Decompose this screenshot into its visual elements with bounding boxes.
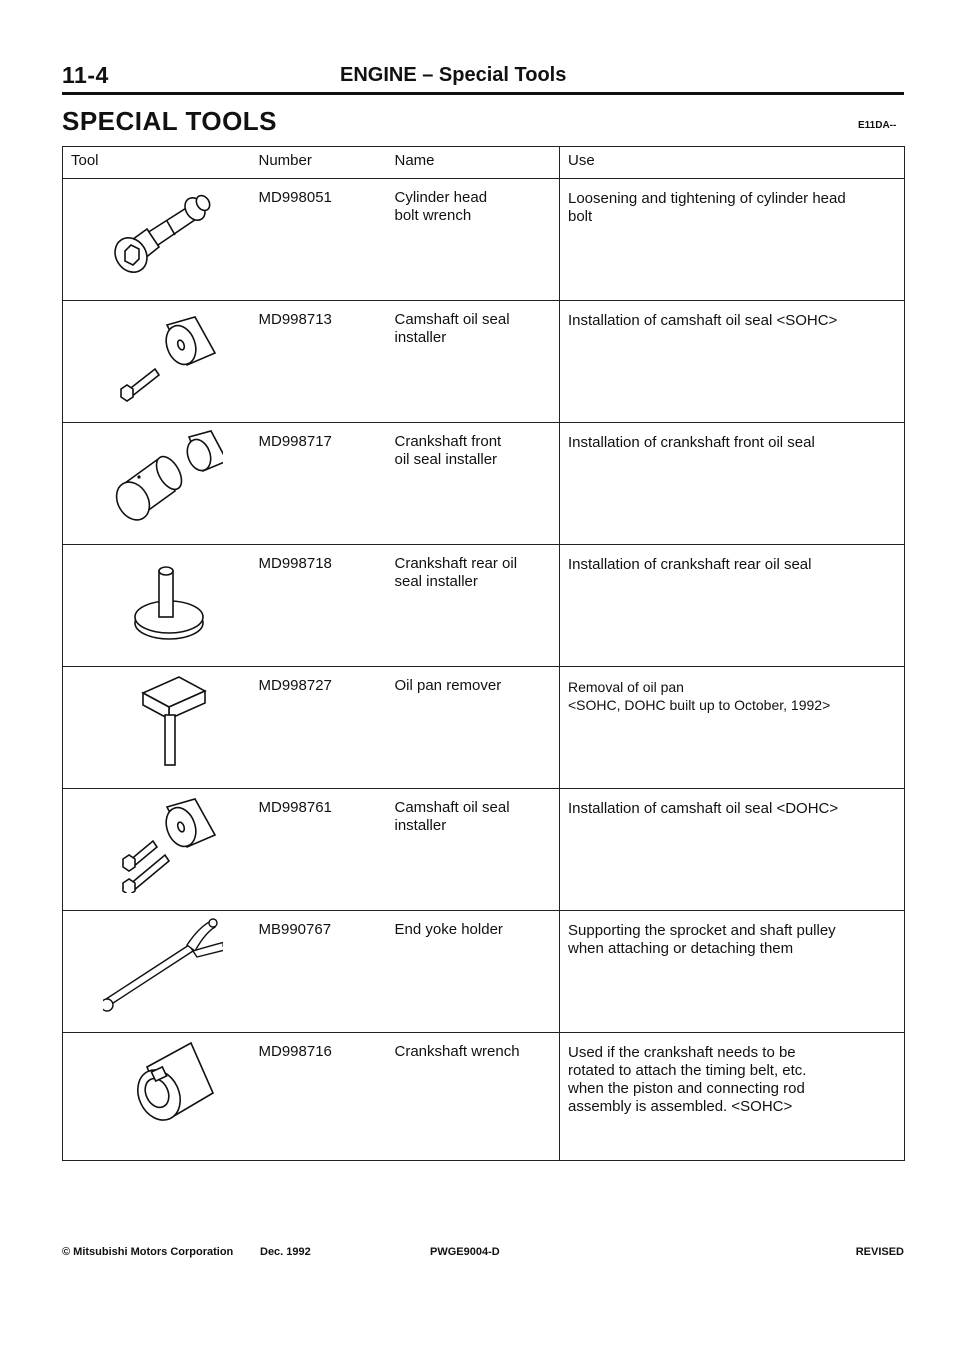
tool-name [395, 667, 560, 789]
tool-illustration-cell [63, 179, 259, 301]
tool-number: MB990767 [259, 911, 395, 1033]
camshaft-oil-seal-installer-dohc-icon [103, 793, 223, 893]
table-row [63, 179, 905, 301]
tool-name [395, 301, 560, 423]
tool-use-line: rotated to attach the timing belt, etc. [568, 1062, 807, 1079]
end-yoke-holder-icon [103, 915, 223, 1015]
tool-use [560, 911, 905, 1033]
section-title: SPECIAL TOOLS [62, 106, 278, 136]
section-code: E11DA-- [858, 120, 897, 131]
tool-name [395, 423, 560, 545]
tool-illustration-cell [63, 423, 259, 545]
special-tools-table [62, 146, 905, 1161]
tool-use-line: Used if the crankshaft needs to be [568, 1044, 796, 1061]
tool-name-line: Crankshaft front [394, 433, 502, 450]
tool-use-line: when the piston and connecting rod [568, 1080, 805, 1097]
tool-use-line: <SOHC, DOHC built up to October, 1992> [568, 697, 831, 713]
tool-name-line: End yoke holder [394, 921, 503, 938]
tool-illustration-cell [63, 667, 259, 789]
tool-number: MD998761 [259, 789, 395, 911]
tool-number: MD998051 [259, 179, 395, 301]
tool-name [395, 545, 560, 667]
tool-use [560, 667, 905, 789]
tool-name-line: Camshaft oil seal [394, 799, 510, 816]
tool-illustration-cell [63, 545, 259, 667]
tool-illustration-cell [63, 789, 259, 911]
cylinder-head-bolt-wrench-icon [103, 183, 223, 283]
tool-use-line: Installation of camshaft oil seal <DOHC> [568, 800, 839, 817]
tool-name [395, 1033, 560, 1161]
tool-illustration-cell [63, 911, 259, 1033]
table-row [63, 423, 905, 545]
page-number: 11-4 [62, 62, 109, 88]
tool-use-line: Installation of camshaft oil seal <SOHC> [568, 312, 838, 329]
tool-illustration-cell [63, 1033, 259, 1161]
tool-name-line: Crankshaft wrench [394, 1043, 520, 1060]
header-name: Name [395, 147, 560, 179]
tool-name-line: installer [394, 329, 447, 346]
page-header [62, 62, 904, 95]
footer-copyright: © Mitsubishi Motors Corporation [62, 1246, 234, 1258]
table-header-row [63, 147, 905, 179]
table-row [63, 667, 905, 789]
tool-name-line: Camshaft oil seal [394, 311, 510, 328]
footer-status: REVISED [855, 1246, 904, 1258]
tool-name [395, 911, 560, 1033]
tool-use-line: Installation of crankshaft front oil seal [568, 434, 815, 451]
tool-number: MD998718 [259, 545, 395, 667]
crankshaft-wrench-icon [103, 1037, 223, 1137]
tool-use [560, 789, 905, 911]
tool-name-line: Cylinder head [394, 189, 488, 206]
tool-name-line: oil seal installer [394, 451, 498, 468]
table-row [63, 545, 905, 667]
tool-number: MD998713 [259, 301, 395, 423]
tool-use-line: bolt [568, 208, 593, 225]
tool-name-line: Oil pan remover [394, 677, 502, 694]
tool-name [395, 179, 560, 301]
tool-use [560, 545, 905, 667]
header-tool: Tool [63, 147, 259, 179]
footer-doc-code: PWGE9004-D [430, 1246, 500, 1258]
tool-use [560, 179, 905, 301]
header-number: Number [259, 147, 395, 179]
header-use: Use [560, 147, 905, 179]
tool-use [560, 423, 905, 545]
tool-use [560, 1033, 905, 1161]
tool-number: MD998727 [259, 667, 395, 789]
tool-number: MD998717 [259, 423, 395, 545]
table-row [63, 301, 905, 423]
tool-name-line: bolt wrench [394, 207, 472, 224]
tool-name-line: Crankshaft rear oil [394, 555, 518, 572]
tool-use [560, 301, 905, 423]
table-row [63, 1033, 905, 1161]
tool-name-line: seal installer [394, 573, 478, 590]
tool-use-line: assembly is assembled. <SOHC> [568, 1098, 793, 1115]
oil-pan-remover-icon [103, 671, 223, 771]
crankshaft-front-oil-seal-installer-icon [103, 427, 223, 527]
tool-name [395, 789, 560, 911]
tool-use-line: Loosening and tightening of cylinder head [568, 190, 846, 207]
crankshaft-rear-oil-seal-installer-icon [103, 549, 223, 649]
footer-date: Dec. 1992 [260, 1246, 311, 1258]
table-row [63, 789, 905, 911]
tool-use-line: Supporting the sprocket and shaft pulley [568, 922, 836, 939]
tool-illustration-cell [63, 301, 259, 423]
tool-use-line: Installation of crankshaft rear oil seal [568, 556, 812, 573]
tool-name-line: installer [394, 817, 447, 834]
running-title: ENGINE – Special Tools [340, 64, 567, 86]
tool-number: MD998716 [259, 1033, 395, 1161]
tool-use-line: Removal of oil pan [568, 679, 684, 695]
table-row [63, 911, 905, 1033]
tool-use-line: when attaching or detaching them [568, 940, 794, 957]
camshaft-oil-seal-installer-icon [103, 305, 223, 405]
